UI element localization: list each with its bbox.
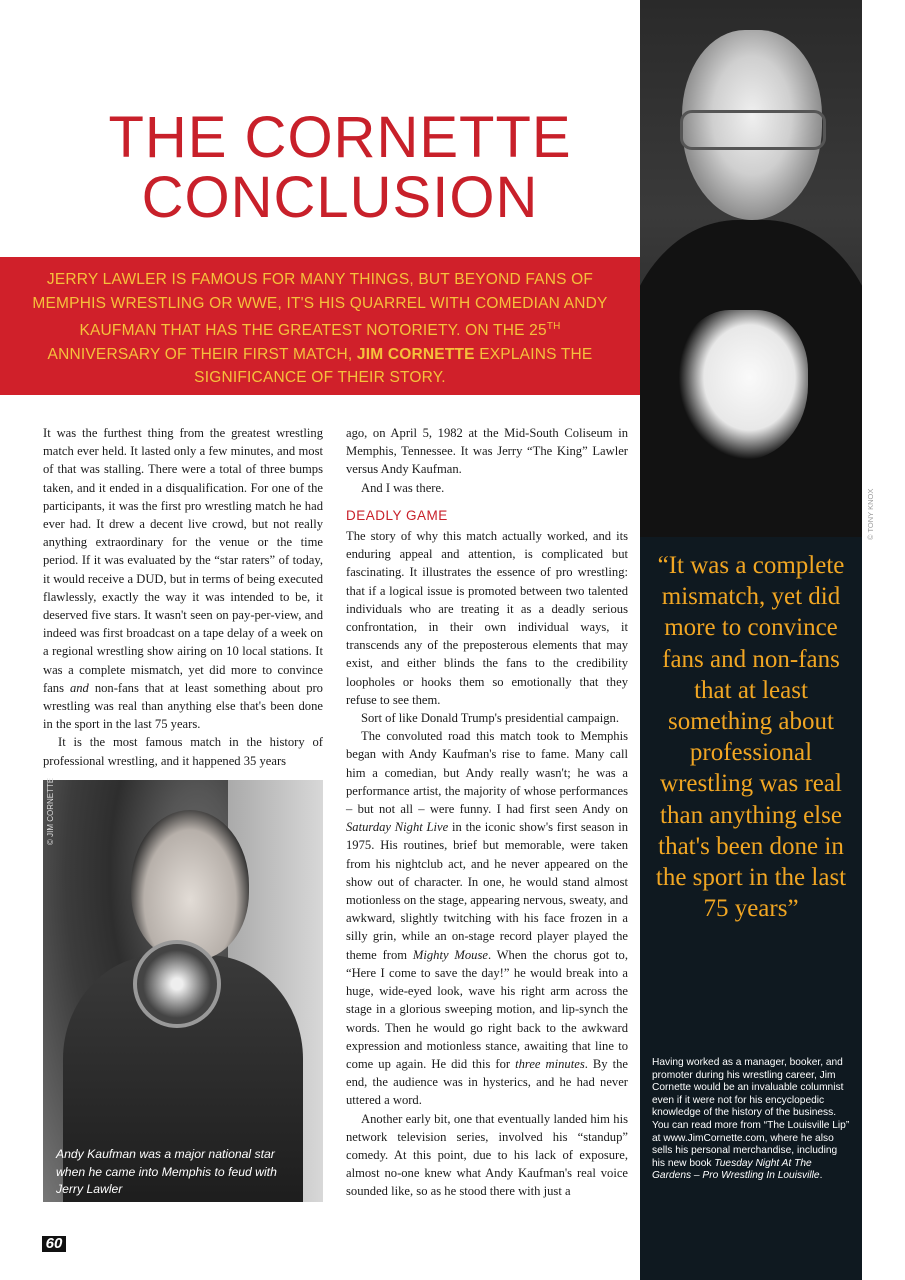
photo-credit-jim: © TONY KNOX [866,488,875,540]
book-title: Tuesday Night At The Gardens – Pro Wrestling In Louisville [652,1157,820,1182]
page-title [40,105,640,230]
article-column-1 [43,424,323,770]
article-paragraph: ago, on April 5, 1982 at the Mid-South Coliseum in Memphis, Tennessee. It was Jerry “The King” Lawler versus Andy Kaufman. [346,426,628,477]
article-paragraph: It is the most famous match in the history of professional wrestling, and it happened 35 years [43,735,323,768]
photo-credit-andy: © JIM CORNETTE [46,777,55,845]
andy-kaufman-photo [43,777,323,1202]
article-paragraph: It was the furthest thing from the greatest wrestling match ever held. It lasted only a few minutes, and most of that was stalling. There were a total of three bumps taken, and it ended in a disqualification. For one of the participants, it was the first pro wrestling match he had ever had. It drew a decent live crowd, but not really anything extraordinary for the venue or the time period. If it was evaluated by the “star raters” of today, it would receive a DUD, but in terms of being executed flawlessly, exactly the way it was intended to be, it deserved five stars. It wasn't seen on pay-per-view, and indeed was first broadcast on a tape delay of a week on a regional wrestling show airing on 10 local stations. It was a complete mismatch, yet did more to convince fans and non-fans that at least something about pro wrestling was real than anything else that's been done in the sport in the last 75 years. [43,426,323,732]
title-line-2: CONCLUSION [141,165,539,230]
page-number: 60 [42,1236,66,1252]
author-bio: Having worked as a manager, booker, and promoter during his wrestling career, Jim Cornette would be an invaluable columnist even if it were not for his encyclopedic knowledge of the history of the business. You can read more from “The Louisville Lip” at www.JimCornette.com, where he also sells his personal merchandise, including his new book Tuesday Night At The Gardens – Pro Wrestling In Louisville. [652,1057,850,1182]
article-paragraph: And I was there. [361,480,445,495]
photo-caption: Andy Kaufman was a major national star when he came into Memphis to feud with Jerry Lawler [56,1147,277,1196]
article-paragraph: Sort of like Donald Trump's presidential campaign. [361,711,619,726]
standfirst-text: JERRY LAWLER IS FAMOUS FOR MANY THINGS, BUT BEYOND FANS OF MEMPHIS WRESTLING OR WWE, IT'S HIS QUARREL WITH COMEDIAN ANDY KAUFMAN THAT HAS THE GREATEST NOTORIETY. ON THE 25TH ANNIVERSARY OF THEIR FIRST MATCH, JIM CORNETTE EXPLAINS THE SIGNIFICANCE OF THEIR STORY. [32,271,608,387]
article-paragraph: The story of why this match actually worked, and its enduring appeal and attention, is complicated but fascinating. It illustrates the essence of pro wrestling: that if a logical issue is promoted between two talented individuals who are treating it as a deadly serious confrontation, in their own individual ways, it transcends any of the preposterous elements that may exist, and either blinds the fans to the credibility loopholes or hooks them so emotionally that they refuse to see them. [346,529,628,707]
pull-quote: “It was a complete mismatch, yet did more to convince fans and non-fans that at least something about professional wrestling was real than anything else that's been done in the sport in the last 75 years” [655,552,847,923]
article-column-2 [346,424,628,1201]
article-paragraph: The convoluted road this match took to Memphis began with Andy Kaufman's rise to fame. Many call him a comedian, but Andy really wasn't; he was a performance artist, the majority of whose performances – but not all – were funny. I had first seen Andy on Saturday Night Live in the iconic show's first season in 1975. His routines, brief but memorable, were taken from his nightclub act, and he never appeared on the show out of character. In one, he would stand almost motionless on the stage, appearing nervous, sweaty, and awkward, slightly twitching with his face frozen in a silly grin, while an on-stage record player played the theme from Mighty Mouse. When the chorus got to, “Here I come to save the day!” he would break into a huge, wide-eyed look, wave his right arm across the stage in a glorious sweeping motion, and lip-synch the words. Then he would go right back to the awkward expression and motionless stance, awaiting that line to come up again. He did this for three minutes. By the end, the audience was in hysterics, and he had never uttered a word. [346,729,628,1108]
article-paragraph: Another early bit, one that eventually landed him his network television series, involved his “standup” comedy. At this point, due to his lack of exposure, almost no-one knew what Andy Kaufman's real voice sounded like, so as he stood there with just a [346,1111,628,1199]
jim-cornette-photo [640,0,862,537]
standfirst-banner [0,257,640,395]
title-line-1: THE CORNETTE [108,105,572,170]
author-name: JIM CORNETTE [356,345,475,363]
section-subhead: DEADLY GAME [346,507,448,523]
